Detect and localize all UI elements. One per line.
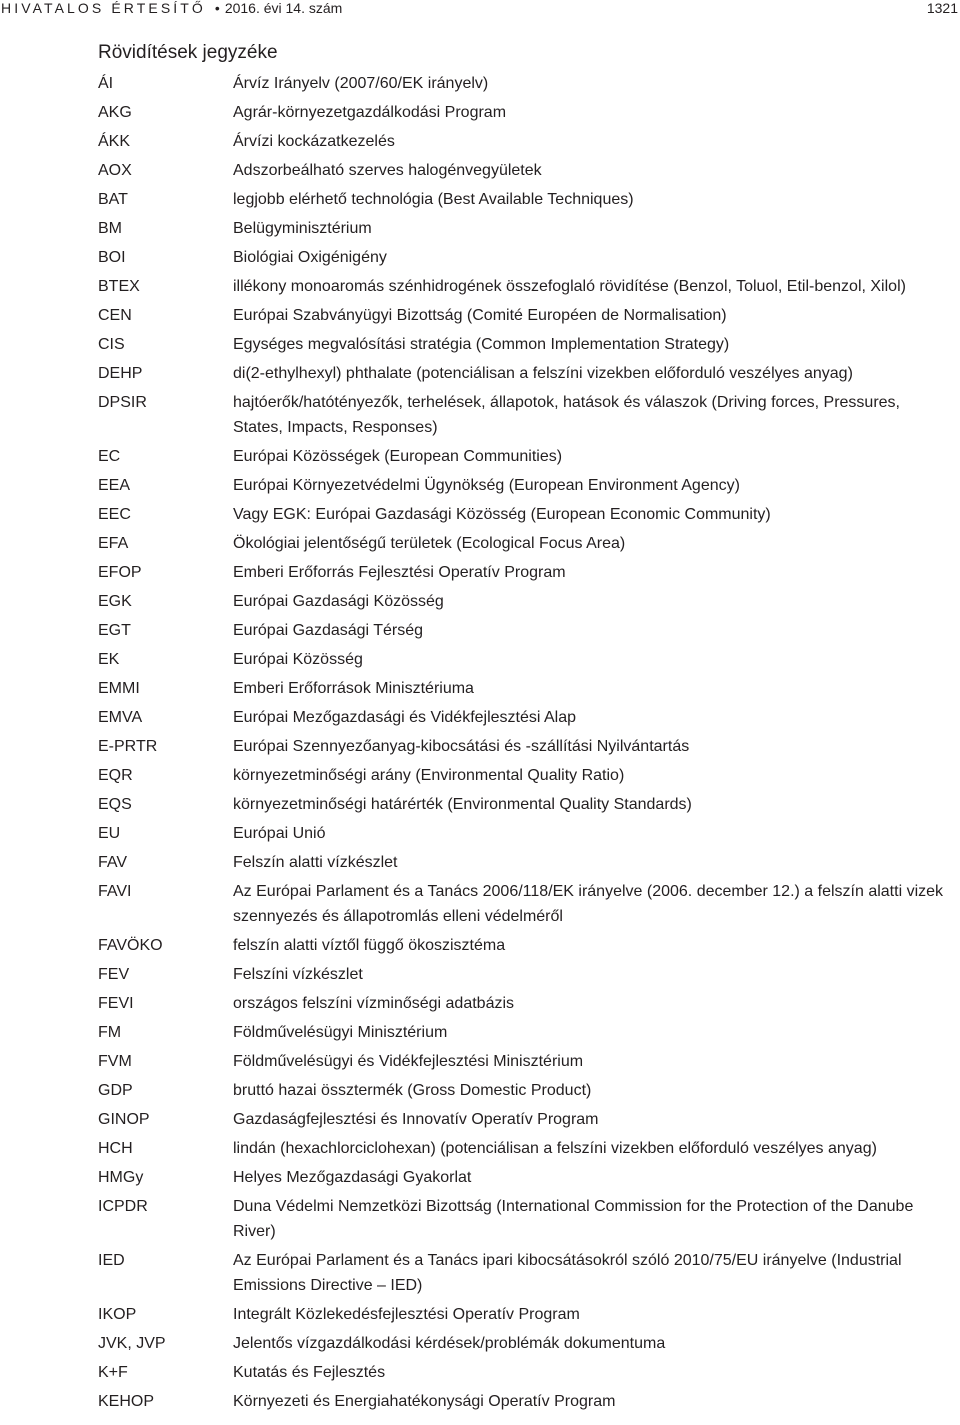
abbreviation-term: FEVI <box>98 995 134 1012</box>
abbreviation-row <box>98 821 948 846</box>
abbreviation-term: BTEX <box>98 278 140 295</box>
abbreviation-row <box>98 1165 948 1190</box>
abbreviation-row <box>98 647 948 672</box>
abbreviation-term: FM <box>98 1024 122 1041</box>
issue-label: 2016. évi 14. szám <box>224 0 343 16</box>
abbreviation-term: EMVA <box>98 709 143 726</box>
abbreviation-row <box>98 473 948 498</box>
abbreviation-term: DPSIR <box>98 394 147 411</box>
abbreviation-term: IED <box>98 1252 125 1269</box>
abbreviation-row <box>98 158 948 183</box>
abbreviation-term: ÁKK <box>98 133 131 150</box>
abbreviation-term: DEHP <box>98 365 143 382</box>
abbreviation-definition: Földművelésügyi Minisztérium <box>233 1024 448 1041</box>
abbreviation-term: CIS <box>98 336 125 353</box>
abbreviation-definition: lindán (hexachlorciclohexan) (potenciálisan a felszíni vizekben előforduló veszélyes anyag) <box>233 1140 877 1157</box>
abbreviation-row <box>98 676 948 701</box>
abbreviation-definition: országos felszíni vízminőségi adatbázis <box>233 995 515 1012</box>
abbreviation-term: EU <box>98 825 121 842</box>
abbreviation-row <box>98 332 948 357</box>
bullet-separator: • <box>214 0 220 16</box>
abbreviation-row <box>98 1360 948 1385</box>
abbreviation-term: EC <box>98 448 121 465</box>
abbreviation-definition: Európai Gazdasági Térség <box>233 622 424 639</box>
abbreviation-definition: hajtóerők/hatótényezők, terhelések, állapotok, hatások és válaszok (Driving forces, Pressures, States, Impacts, Responses) <box>233 394 900 436</box>
abbreviation-definition: Környezeti és Energiahatékonysági Operatív Program <box>233 1393 616 1410</box>
abbreviation-row <box>98 560 948 585</box>
abbreviation-definition: Ökológiai jelentőségű területek (Ecological Focus Area) <box>233 535 626 552</box>
abbreviation-row <box>98 216 948 241</box>
abbreviation-row <box>98 705 948 730</box>
abbreviation-row <box>98 187 948 212</box>
abbreviation-definition: felszín alatti víztől függő ökoszisztéma <box>233 937 506 954</box>
abbreviation-definition: Belügyminisztérium <box>233 220 372 237</box>
abbreviation-term: HMGy <box>98 1169 144 1186</box>
abbreviation-row <box>98 618 948 643</box>
abbreviation-row <box>98 1107 948 1132</box>
abbreviation-row <box>98 1136 948 1161</box>
abbreviation-definition: Egységes megvalósítási stratégia (Common Implementation Strategy) <box>233 336 730 353</box>
abbreviation-definition: Duna Védelmi Nemzetközi Bizottság (International Commission for the Protection of the Danube River) <box>233 1198 914 1240</box>
abbreviation-definition: bruttó hazai össztermék (Gross Domestic Product) <box>233 1082 592 1099</box>
abbreviation-term: JVK, JVP <box>98 1335 166 1352</box>
abbreviation-term: HCH <box>98 1140 133 1157</box>
abbreviation-definition: Európai Közösségek (European Communities) <box>233 448 563 465</box>
abbreviation-definition: Az Európai Parlament és a Tanács ipari kibocsátásokról szóló 2010/75/EU irányelve (Industrial Emissions Directive – IED) <box>233 1252 902 1294</box>
abbreviation-term: FEV <box>98 966 130 983</box>
abbreviation-term: GDP <box>98 1082 133 1099</box>
abbreviation-row <box>98 1049 948 1074</box>
abbreviation-term: KEHOP <box>98 1393 155 1410</box>
abbreviation-definition: illékony monoaromás szénhidrogének összefoglaló rövidítése (Benzol, Toluol, Etil-benzol, Xilol) <box>233 278 906 295</box>
abbreviation-definition: Emberi Erőforrás Fejlesztési Operatív Program <box>233 564 566 581</box>
abbreviation-definition: Árvíz Irányelv (2007/60/EK irányelv) <box>233 75 489 92</box>
abbreviation-term: AOX <box>98 162 132 179</box>
abbreviation-definition: Európai Unió <box>233 825 326 842</box>
abbreviation-term: GINOP <box>98 1111 150 1128</box>
abbreviation-definition: Felszín alatti vízkészlet <box>233 854 398 871</box>
abbreviation-term: EK <box>98 651 120 668</box>
abbreviation-term: E-PRTR <box>98 738 158 755</box>
abbreviation-definition: környezetminőségi arány (Environmental Quality Ratio) <box>233 767 625 784</box>
journal-title <box>1 0 342 16</box>
abbreviation-term: BAT <box>98 191 128 208</box>
abbreviation-row <box>98 274 948 299</box>
abbreviation-term: BM <box>98 220 122 237</box>
abbreviation-term: IKOP <box>98 1306 137 1323</box>
abbreviation-term: AKG <box>98 104 132 121</box>
abbreviation-row <box>98 1302 948 1327</box>
abbreviation-term: EQR <box>98 767 133 784</box>
abbreviation-row <box>98 444 948 469</box>
abbreviation-definition: környezetminőségi határérték (Environmental Quality Standards) <box>233 796 692 813</box>
abbreviation-definition: Európai Gazdasági Közösség <box>233 593 444 610</box>
abbreviation-definition: Kutatás és Fejlesztés <box>233 1364 386 1381</box>
page-number: 1321 <box>926 0 958 16</box>
abbreviation-definition: Az Európai Parlament és a Tanács 2006/118/EK irányelve (2006. december 12.) a felszín alatti vizek szennyezés és állapotromlás elleni védelméről <box>233 883 944 925</box>
abbreviation-row <box>98 589 948 614</box>
abbreviation-row <box>98 531 948 556</box>
abbreviation-term: EFOP <box>98 564 142 581</box>
abbreviation-row <box>98 1248 948 1298</box>
abbreviation-term: ÁI <box>98 75 114 92</box>
abbreviation-term: BOI <box>98 249 126 266</box>
abbreviation-definition: Agrár-környezetgazdálkodási Program <box>233 104 507 121</box>
abbreviation-row <box>98 879 948 929</box>
abbreviation-row <box>98 71 948 96</box>
abbreviation-row <box>98 361 948 386</box>
abbreviation-definition: Európai Közösség <box>233 651 363 668</box>
page-header <box>0 0 960 19</box>
abbreviation-definition: legjobb elérhető technológia (Best Available Techniques) <box>233 191 634 208</box>
abbreviation-row <box>98 502 948 527</box>
abbreviation-row <box>98 1194 948 1244</box>
abbreviation-definition: Európai Környezetvédelmi Ügynökség (European Environment Agency) <box>233 477 740 494</box>
abbreviation-definition: Európai Szennyezőanyag-kibocsátási és -szállítási Nyilvántartás <box>233 738 690 755</box>
abbreviation-term: K+F <box>98 1364 128 1381</box>
abbreviation-term: FAVÖKO <box>98 937 163 954</box>
abbreviation-definition: Vagy EGK: Európai Gazdasági Közösség (European Economic Community) <box>233 506 771 523</box>
abbreviation-term: CEN <box>98 307 132 324</box>
abbreviation-definition: Helyes Mezőgazdasági Gyakorlat <box>233 1169 472 1186</box>
abbreviation-row <box>98 129 948 154</box>
abbreviation-row <box>98 792 948 817</box>
abbreviation-definition: Jelentős vízgazdálkodási kérdések/problémák dokumentuma <box>233 1335 666 1352</box>
abbreviation-term: FAV <box>98 854 128 871</box>
abbreviation-term: ICPDR <box>98 1198 148 1215</box>
abbreviation-definition: di(2-ethylhexyl) phthalate (potenciálisan a felszíni vizekben előforduló veszélyes anyag) <box>233 365 853 382</box>
abbreviation-definition: Emberi Erőforrások Minisztériuma <box>233 680 474 697</box>
abbreviation-term: FVM <box>98 1053 132 1070</box>
abbreviation-term: EQS <box>98 796 132 813</box>
abbreviation-row <box>98 962 948 987</box>
abbreviation-term: EMMI <box>98 680 140 697</box>
abbreviation-definition: Biológiai Oxigénigény <box>233 249 387 266</box>
abbreviation-row <box>98 991 948 1016</box>
abbreviation-definition: Európai Szabványügyi Bizottság (Comité Européen de Normalisation) <box>233 307 727 324</box>
abbreviation-row <box>98 245 948 270</box>
abbreviation-term: FAVI <box>98 883 132 900</box>
abbreviation-row <box>98 933 948 958</box>
section-heading: Rövidítések jegyzéke <box>98 42 278 63</box>
abbreviation-term: EFA <box>98 535 129 552</box>
abbreviation-definition: Földművelésügyi és Vidékfejlesztési Minisztérium <box>233 1053 584 1070</box>
abbreviation-term: EEA <box>98 477 131 494</box>
abbreviation-definition: Adszorbeálható szerves halogénvegyületek <box>233 162 542 179</box>
abbreviation-list <box>98 71 948 1418</box>
abbreviation-row <box>98 763 948 788</box>
abbreviation-row <box>98 390 948 440</box>
journal-name: HIVATALOS ÉRTESÍTŐ <box>1 0 206 16</box>
abbreviation-definition: Európai Mezőgazdasági és Vidékfejlesztési Alap <box>233 709 577 726</box>
abbreviation-row <box>98 734 948 759</box>
abbreviation-row <box>98 1020 948 1045</box>
abbreviation-row <box>98 1078 948 1103</box>
abbreviation-row <box>98 303 948 328</box>
abbreviation-term: EGK <box>98 593 132 610</box>
abbreviation-row <box>98 1331 948 1356</box>
abbreviation-definition: Felszíni vízkészlet <box>233 966 363 983</box>
abbreviation-definition: Árvízi kockázatkezelés <box>233 133 395 150</box>
abbreviation-term: EGT <box>98 622 131 639</box>
abbreviation-row <box>98 100 948 125</box>
abbreviation-term: EEC <box>98 506 131 523</box>
abbreviation-row <box>98 850 948 875</box>
abbreviation-definition: Gazdaságfejlesztési és Innovatív Operatív Program <box>233 1111 599 1128</box>
abbreviation-definition: Integrált Közlekedésfejlesztési Operatív Program <box>233 1306 580 1323</box>
abbreviation-row <box>98 1389 948 1414</box>
